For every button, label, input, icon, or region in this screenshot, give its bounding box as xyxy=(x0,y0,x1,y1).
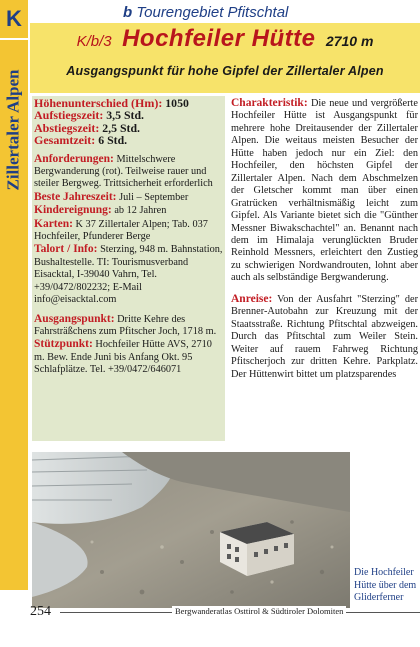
area-marker: b xyxy=(123,4,133,21)
approach-label: Anreise: xyxy=(231,292,273,305)
descent-value: 2,5 Std. xyxy=(102,120,140,135)
page-subtitle: Ausgangspunkt für hohe Gipfel der Zillertaler Alpen xyxy=(66,64,384,78)
maps-row xyxy=(34,218,224,244)
requirements-text: Mittelschwere Bergwanderung (rot). Teilweise rauer und steiler Bergweg. Trittsicherheit erforderlich xyxy=(34,153,213,190)
book-title: Bergwanderatlas Osttirol & Südtiroler Dolomiten xyxy=(172,606,346,616)
valley-town-text: Sterzing, 948 m. Bahnstation, Bushaltestelle. TI: Tourismusverband Eisacktal, I-39040 Vahrn, Tel. +39/0472/802232; E-Mail info@eisacktal.com xyxy=(34,244,223,306)
children-text: ab 12 Jahren xyxy=(114,205,167,217)
valley-town-row xyxy=(34,243,224,306)
starting-point-label: Ausgangspunkt: xyxy=(34,312,115,325)
elevation-value: 1050 xyxy=(165,96,189,110)
ascent-label: Aufstiegszeit: xyxy=(34,108,104,123)
base-hut-label: Stützpunkt: xyxy=(34,338,93,351)
children-label: Kindereignung: xyxy=(34,204,112,217)
hut-photo xyxy=(32,452,350,608)
requirements-label: Anforderungen: xyxy=(34,152,114,165)
hut-altitude: 2710 m xyxy=(325,33,374,49)
starting-point-text: Dritte Kehre des Fahrsträßchens zum Pfitscher Joch, 1718 m. xyxy=(34,313,217,337)
season-text: Juli – September xyxy=(119,191,189,203)
elevation-label: Höhenunterschied (Hm): xyxy=(34,96,163,110)
total-time-row xyxy=(34,134,224,146)
characteristics-paragraph xyxy=(231,97,418,285)
characteristics-text: Die neue und vergrößerte Hochfeiler Hütte ist Ausgangspunkt für mehrere hohe Dreitausender der Zillertaler Alpen. Die weitaus meisten Besucher der Hütte haben jedoch nur ein Ziel: den Hochfeiler, den höchsten Gipfel der Zillertaler Alpen. Nach dem Abschmelzen der Gletscher kommt man über einen Gratrücken verhältnismäßig leicht zum Gipfel. Als Variante bietet sich die "Günther Messner Biwakschachtel" an. Benannt nach dem im Himalaja verunglückten Bruder Reinhold Messners, erleichtert den Zustieg zu schwierigen Nordwandrouten, lohnt aber auch als selbständige Bergwanderung. xyxy=(231,98,418,284)
maps-text: K 37 Zillertaler Alpen; Tab. 037 Hochfeiler, Pfunderer Berge xyxy=(34,218,208,243)
starting-point-row xyxy=(34,313,224,339)
season-row xyxy=(34,191,224,204)
ascent-value: 3,5 Std. xyxy=(106,108,144,123)
photo-caption: Die Hochfeiler Hütte über dem Gliderferner xyxy=(354,567,417,603)
landscape-illustration xyxy=(32,452,350,608)
region-tab xyxy=(0,0,28,590)
season-label: Beste Jahreszeit: xyxy=(34,190,117,203)
page-number: 254 xyxy=(30,604,51,619)
region-vertical-label xyxy=(0,40,28,220)
valley-town-label: Talort / Info: xyxy=(34,243,98,256)
total-time-value: 6 Std. xyxy=(98,133,128,148)
region-name: Zillertaler Alpen xyxy=(4,69,24,191)
descent-label: Abstiegszeit: xyxy=(34,120,100,135)
approach-text: Von der Ausfahrt "Sterzing" der Brenner-Autobahn zur Kreuzung mit der Staatsstraße. Richtung Pfitschtal abzweigen. Durch das Pfitschtal zum Weiler Stein. Weiter auf rauem Fahrweg Richtung Pfitscherjoch zur dritten Kehre. Parkplatz. Der Hüttenwirt bittet um platzsparendes xyxy=(231,293,418,380)
area-heading xyxy=(123,4,288,21)
maps-label: Karten: xyxy=(34,217,73,230)
description-column xyxy=(231,97,418,389)
characteristics-label: Charakteristik: xyxy=(231,97,308,109)
total-time-label: Gesamtzeit: xyxy=(34,133,96,148)
children-row xyxy=(34,204,224,217)
base-hut-row xyxy=(34,338,224,376)
hut-name: Hochfeiler Hütte xyxy=(122,25,316,52)
region-letter: K xyxy=(0,0,28,40)
base-hut-text: Hochfeiler Hütte AVS, 2710 m. Bew. Ende Juni bis Anfang Okt. 95 Schlafplätze. Tel. +39/0472/646071 xyxy=(34,339,212,376)
requirements-row xyxy=(34,153,224,191)
area-name: Tourengebiet Pfitschtal xyxy=(136,4,289,21)
page-title xyxy=(30,25,420,53)
approach-paragraph xyxy=(231,293,418,381)
tour-info xyxy=(34,97,224,377)
difficulty-grade: K/b/3 xyxy=(76,33,112,50)
